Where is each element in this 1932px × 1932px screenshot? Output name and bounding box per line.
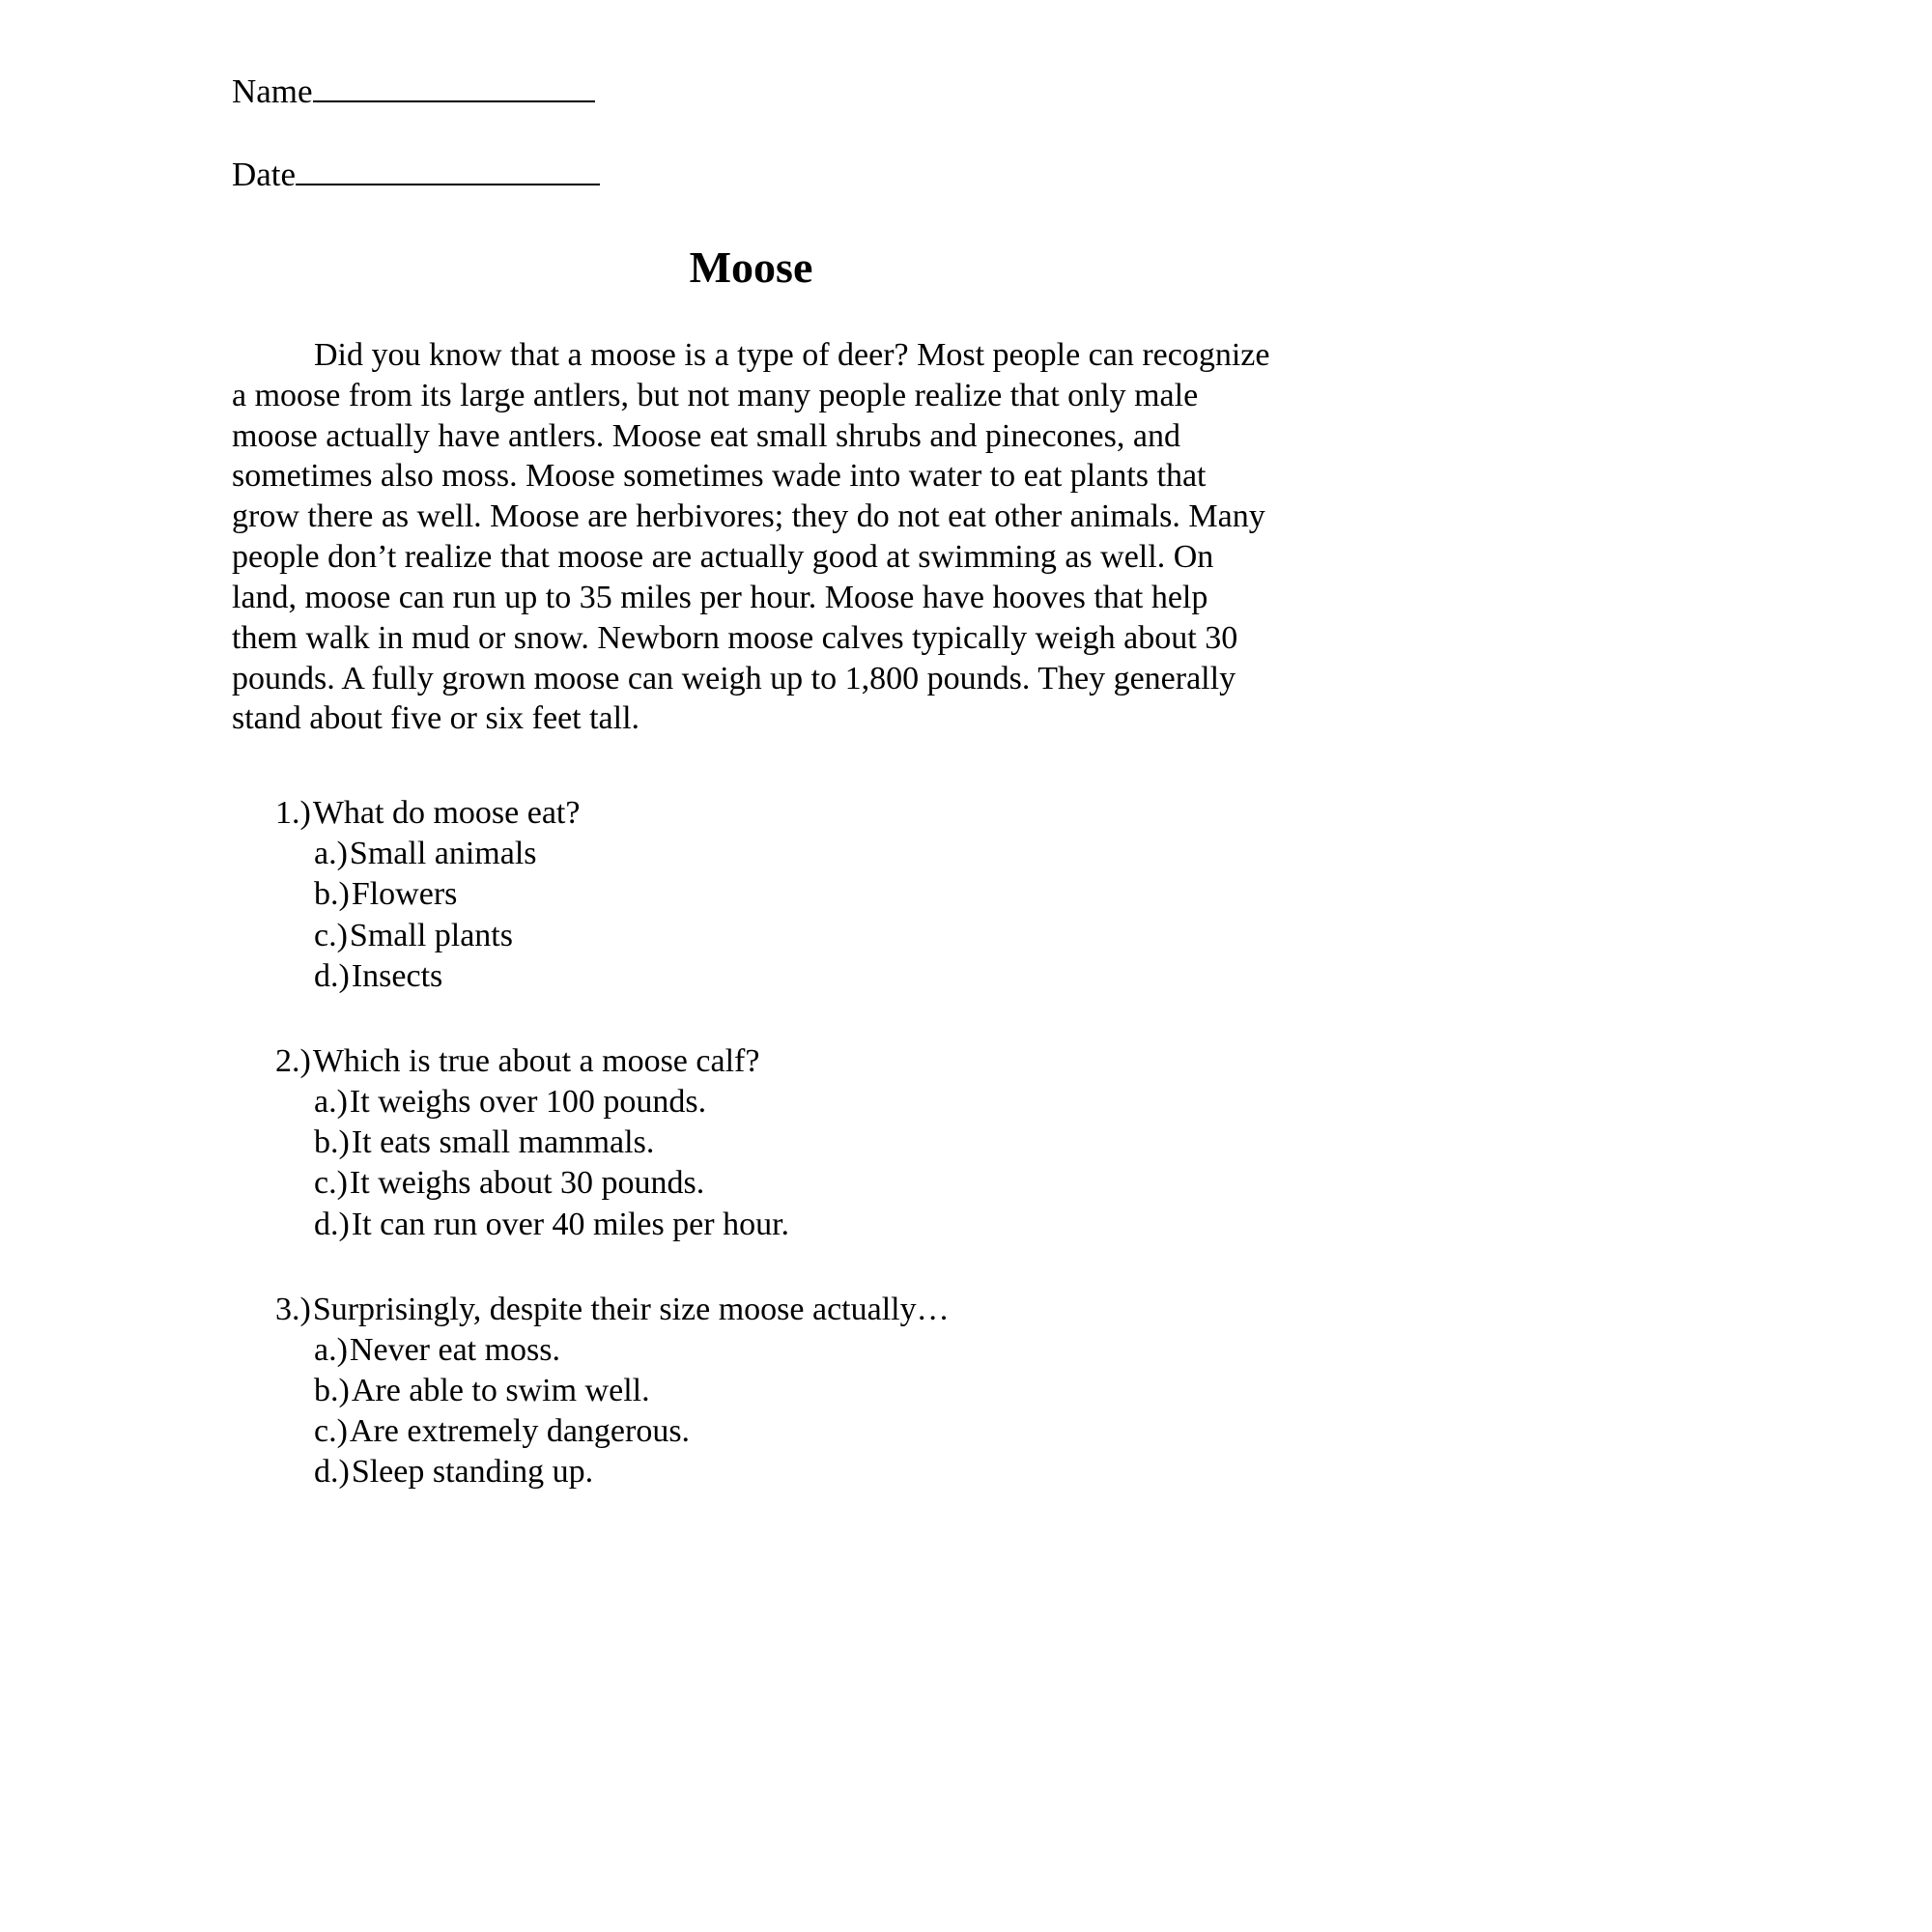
question-1-option-c bbox=[232, 916, 1270, 956]
option-text: Never eat moss. bbox=[349, 1331, 561, 1368]
option-text: Flowers bbox=[351, 876, 458, 913]
question-3-prompt bbox=[232, 1290, 1270, 1330]
option-letter: c.) bbox=[314, 1413, 348, 1450]
question-text: Which is true about a moose calf? bbox=[312, 1042, 760, 1079]
option-text: Small animals bbox=[349, 836, 537, 872]
question-2-option-a bbox=[232, 1082, 1270, 1122]
question-2-option-b bbox=[232, 1122, 1270, 1163]
option-letter: a.) bbox=[314, 836, 348, 872]
date-blank bbox=[296, 151, 600, 185]
question-3 bbox=[232, 1290, 1270, 1493]
question-text: Surprisingly, despite their size moose actually… bbox=[312, 1291, 950, 1327]
question-1-option-b bbox=[232, 874, 1270, 915]
question-1 bbox=[232, 793, 1270, 997]
question-2-option-c bbox=[232, 1163, 1270, 1204]
option-letter: b.) bbox=[314, 876, 350, 913]
option-letter: d.) bbox=[314, 1206, 350, 1242]
date-label: Date bbox=[232, 156, 297, 193]
option-letter: a.) bbox=[314, 1331, 348, 1368]
option-letter: c.) bbox=[314, 1165, 348, 1202]
option-text: It weighs over 100 pounds. bbox=[349, 1084, 707, 1121]
question-2 bbox=[232, 1041, 1270, 1245]
question-number: 3.) bbox=[275, 1291, 311, 1327]
worksheet-page bbox=[232, 68, 1270, 1537]
option-letter: d.) bbox=[314, 1454, 350, 1491]
option-text: Are extremely dangerous. bbox=[349, 1413, 691, 1450]
question-3-option-d bbox=[232, 1452, 1270, 1492]
name-label: Name bbox=[232, 72, 313, 110]
passage-text: Did you know that a moose is a type of deer? Most people can recognize a moose from its large antlers, but not many people realize that only male moose actually have antlers. Moose eat small shrubs and pinecones, and sometimes also moss. Moose sometimes wade into water to eat plants that grow there as well. Moose are herbivores; they do not eat other animals. Many people don’t realize that moose are actually good at swimming as well. On land, moose can run up to 35 miles per hour. Moose have hooves that help them walk in mud or snow. Newborn moose calves typically weigh about 30 pounds. A fully grown moose can weigh up to 1,800 pounds. They generally stand about five or six feet tall. bbox=[232, 337, 1270, 737]
question-2-prompt bbox=[232, 1041, 1270, 1082]
option-letter: d.) bbox=[314, 957, 350, 994]
question-2-option-d bbox=[232, 1205, 1270, 1245]
question-1-option-d bbox=[232, 956, 1270, 997]
option-letter: b.) bbox=[314, 1373, 350, 1408]
name-field bbox=[232, 68, 1270, 112]
option-letter: a.) bbox=[314, 1084, 348, 1121]
option-text: It eats small mammals. bbox=[351, 1124, 655, 1161]
option-letter: c.) bbox=[314, 917, 348, 953]
question-3-option-b bbox=[232, 1371, 1270, 1411]
question-1-option-a bbox=[232, 834, 1270, 874]
option-text: Small plants bbox=[349, 917, 513, 953]
date-field bbox=[232, 151, 1270, 195]
question-number: 2.) bbox=[275, 1042, 311, 1079]
page-title: Moose bbox=[689, 242, 813, 292]
question-number: 1.) bbox=[275, 795, 311, 832]
question-1-prompt bbox=[232, 793, 1270, 834]
option-text: It weighs about 30 pounds. bbox=[349, 1165, 705, 1202]
name-blank bbox=[313, 68, 595, 102]
question-3-option-a bbox=[232, 1330, 1270, 1371]
option-text: It can run over 40 miles per hour. bbox=[351, 1206, 790, 1242]
option-text: Are able to swim well. bbox=[351, 1373, 650, 1408]
option-text: Insects bbox=[351, 957, 443, 994]
option-letter: b.) bbox=[314, 1124, 350, 1161]
question-3-option-c bbox=[232, 1411, 1270, 1452]
option-text: Sleep standing up. bbox=[351, 1454, 594, 1491]
question-text: What do moose eat? bbox=[312, 795, 581, 832]
